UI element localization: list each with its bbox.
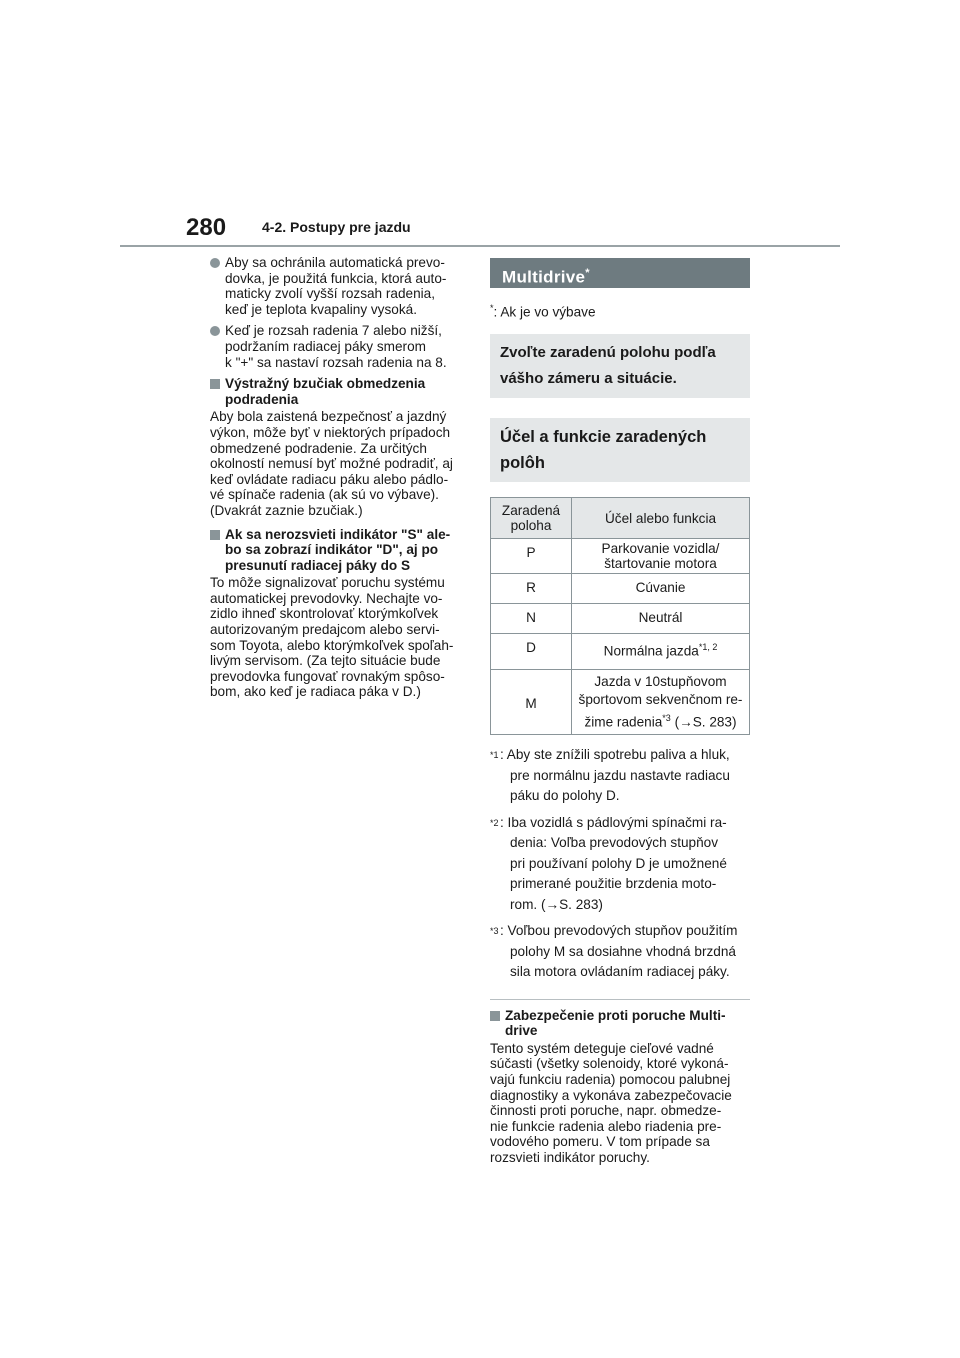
table-row [491, 574, 750, 604]
text-line: obmedzené podradenie. Za určitých [210, 440, 427, 456]
text-line: podržaním radiacej páky smerom [225, 338, 426, 354]
text-line: Aby bola zaistená bezpečnosť a jazdný [210, 409, 447, 425]
bullet-dot-icon [210, 326, 220, 336]
text-line: Keď je rozsah radenia 7 alebo nižší, [225, 323, 442, 339]
subsection-line: polôh [500, 454, 545, 473]
table-header-row [491, 498, 750, 539]
subheading-line: presunutí radiacej páky do S [225, 557, 411, 573]
text-line: nie funkcie radenia alebo riadenia pre- [490, 1118, 722, 1134]
subheading-line: Ak sa nerozsvieti indikátor "S" ale- [225, 526, 451, 542]
table-header-position: Zaradená poloha [491, 498, 572, 539]
footnote-line: pre normálnu jazdu nastavte radiacu [510, 767, 730, 783]
footnotes [490, 745, 750, 983]
footnote-line: primerané použitie brzdenia moto- [510, 876, 717, 892]
text-line: bom, ako keď je radiaca páka v D.) [210, 684, 421, 700]
footnote [490, 745, 750, 807]
instruction-line: Zvoľte zaradenú polohu podľa [500, 344, 716, 362]
text-line: maticky zvolí vyšší rozsah radenia, [225, 286, 436, 302]
table-row [491, 539, 750, 574]
table-row [491, 604, 750, 634]
right-column [490, 258, 750, 1174]
footnote-line: : Aby ste znížili spotrebu paliva a hluk, [500, 747, 730, 763]
section-title: 4-2. Postupy pre jazdu [262, 219, 411, 235]
table-cell-position: M [491, 669, 572, 735]
footnote-line: páku do polohy D. [510, 788, 620, 804]
availability-note [490, 301, 750, 320]
text-line: dovka, je použitá funkcia, ktorá auto- [225, 270, 447, 286]
instruction-box [490, 334, 750, 398]
text-line: diagnostiky a vykonáva zabezpečovacie [490, 1087, 732, 1103]
text-line: činnosti proti poruche, napr. obmedze- [490, 1103, 722, 1119]
page-number: 280 [186, 214, 227, 241]
square-bullet-icon [210, 530, 220, 540]
square-bullet-icon [490, 1011, 500, 1021]
table-row [491, 669, 750, 735]
subsection-line: Účel a funkcie zaradených [500, 428, 707, 447]
table-header-function: Účel alebo funkcia [572, 498, 750, 539]
text-line: keď ovládate radiacu páku alebo pádlo- [210, 471, 449, 487]
footnote-mark: *2 [490, 817, 499, 828]
text-line: Aby sa ochránila automatická prevo- [225, 255, 445, 270]
table-cell-position: R [491, 574, 572, 604]
footnote-line: polohy M sa dosiahne vhodná brzdná [510, 943, 736, 959]
text-line: vé spínače radenia (ak sú vo výbave). [210, 487, 439, 503]
text-line: prevodovka fungovať rovnakým spôso- [210, 668, 445, 684]
text-line: autorizovaným predajcom alebo servi- [210, 622, 440, 638]
text-line: vajú funkciu radenia) pomocou palubnej [490, 1072, 731, 1088]
text-line: k "+" sa nastaví rozsah radenia na 8. [225, 354, 447, 370]
footnote-mark: *1 [490, 750, 499, 761]
table-cell-function: Parkovanie vozidla/ štartovanie motora [572, 539, 750, 574]
separator-rule [490, 999, 750, 1000]
table-cell-position: P [491, 539, 572, 574]
footnote-line: pri používaní polohy D je umožnené [510, 855, 727, 871]
text-line: Tento systém deteguje cieľové vadné [490, 1040, 714, 1056]
footnote-mark: *3 [490, 926, 499, 937]
bullet-item [210, 323, 472, 370]
header-rule [120, 245, 840, 247]
footnote [490, 813, 750, 916]
footnote [490, 921, 750, 983]
section-banner [490, 258, 750, 288]
subheading-line: podradenia [225, 391, 299, 407]
note-text: : Ak je vo výbave [493, 304, 596, 320]
text-line: To môže signalizovať poruchu systému [210, 575, 445, 591]
table-row [491, 634, 750, 670]
subheading-line: drive [505, 1023, 538, 1039]
paragraph [210, 575, 472, 700]
subheading-line: bo sa zobrazí indikátor "D", aj po [225, 542, 439, 558]
text-line: keď je teplota kvapaliny vysoká. [225, 301, 417, 317]
left-column [210, 255, 472, 708]
table-cell-position: N [491, 604, 572, 634]
text-line: súčasti (všetky solenoidy, ktoré vykoná- [490, 1056, 729, 1072]
bullet-item [210, 255, 472, 317]
footnote-line: : Voľbou prevodových stupňov použitím [500, 923, 738, 939]
text-line: zidlo ihneď skontrolovať ktorýmkoľvek [210, 606, 439, 622]
paragraph [210, 409, 472, 518]
footnote-line: sila motora ovládaním radiacej páky. [510, 964, 730, 980]
footnote-line: rom. (→S. 283) [510, 896, 603, 912]
subheading-line: Zabezpečenie proti poruche Multi- [505, 1007, 726, 1023]
footnote-line: : Iba vozidlá s pádlovými spínačmi ra- [500, 814, 727, 830]
paragraph [490, 1041, 750, 1166]
text-line: automatickej prevodovky. Nechajte vo- [210, 590, 443, 606]
instruction-line: vášho zámeru a situácie. [500, 370, 677, 388]
text-line: livým servisom. (Za tejto situácie bude [210, 653, 441, 669]
subheading [210, 527, 472, 574]
table-cell-position: D [491, 634, 572, 670]
text-line: okolností nemusí byť možné podradiť, aj [210, 456, 453, 472]
footnote-line: denia: Voľba prevodových stupňov [510, 835, 719, 851]
square-bullet-icon [210, 379, 220, 389]
text-line: som Toyota, alebo ktorýmkoľvek spoľah- [210, 637, 454, 653]
table-cell-function: Cúvanie [572, 574, 750, 604]
banner-title: Multidrive [502, 267, 586, 287]
banner-asterisk: * [585, 267, 590, 279]
table-cell-function: Neutrál [572, 604, 750, 634]
table-cell-function: Normálna jazda$^{*1, 2}$ [572, 634, 750, 670]
subheading-line: Výstražný bzučiak obmedzenia [225, 376, 426, 392]
text-line: (Dvakrát zaznie bzučiak.) [210, 502, 363, 518]
subheading [210, 376, 472, 407]
table-cell-function: Jazda v 10stupňovom športovom sekvenčnom re- žime radenia$^{*3}$ (→S. 283) [572, 669, 750, 735]
subheading [490, 1008, 750, 1039]
text-line: výkon, môže byť v niektorých prípadoch [210, 424, 451, 440]
text-line: rozsvieti indikátor poruchy. [490, 1150, 650, 1166]
note-asterisk: * [490, 303, 494, 313]
subsection-box [490, 418, 750, 482]
text-line: vodového pomeru. V tom prípade sa [490, 1134, 710, 1150]
bullet-dot-icon [210, 258, 220, 268]
shift-position-table [490, 497, 750, 735]
